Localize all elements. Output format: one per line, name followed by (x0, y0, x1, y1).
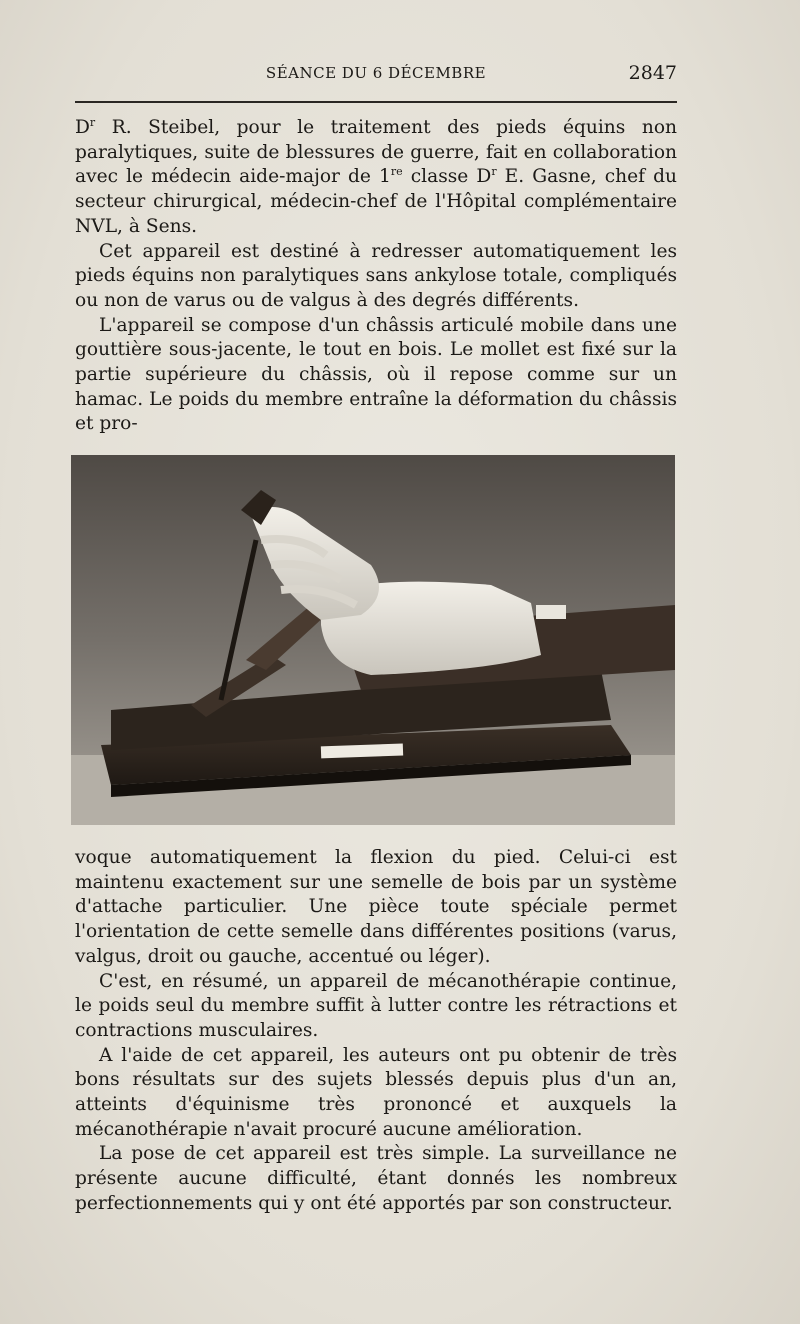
page-number: 2847 (628, 62, 677, 84)
text-run: La pose de cet appareil est très simple. La surveillance ne présente aucune difficulté, étant donnés les nombreux perfectionnements qui y ont été apportés par son constructeur. (75, 1143, 677, 1214)
page-header (75, 62, 677, 86)
body-text-top (75, 116, 677, 437)
paragraph (75, 240, 677, 314)
text-run: classe D (402, 166, 492, 188)
text-run: Cet appareil est destiné à redresser automatiquement les pieds équins non paralytiques sans ankylose totale, compliqués ou non de varus ou de valgus à des degrés différents. (75, 240, 677, 311)
running-head: SÉANCE DU 6 DÉCEMBRE (265, 64, 487, 82)
paragraph (75, 1142, 677, 1216)
paragraph (75, 1044, 677, 1143)
text-run: voque automatiquement la flexion du pied. Celui-ci est maintenu exactement sur une semelle de bois par un système d'attache particulier. Une pièce toute spéciale permet l'orientation de cette semelle dans différentes positions (varus, valgus, droit ou gauche, accentué ou léger). (75, 847, 677, 967)
paragraph (75, 970, 677, 1044)
text-run: D (75, 117, 90, 138)
apparatus-illustration (71, 455, 675, 825)
paragraph (75, 846, 677, 970)
paragraph (75, 116, 677, 240)
paragraph (75, 314, 677, 438)
superscript: re (390, 165, 403, 179)
apparatus-photograph (71, 455, 675, 825)
superscript: r (89, 116, 96, 129)
header-rule (75, 101, 677, 103)
body-text-bottom (75, 846, 677, 1217)
text-run: E. Gasne, chef du secteur chirurgical, médecin-chef de l'Hôpital complémentaire NVL, à Sens. (75, 166, 677, 237)
text-run: R. Steibel, pour le traitement des pieds équins non paralytiques, suite de blessures de guerre, fait en collaboration avec le médecin aide-major de 1 (75, 117, 677, 188)
superscript: r (491, 165, 497, 179)
text-run: C'est, en résumé, un appareil de mécanothérapie continue, le poids seul du membre suffit à lutter contre les rétractions et contractions musculaires. (75, 970, 677, 1041)
text-run: A l'aide de cet appareil, les auteurs ont pu obtenir de très bons résultats sur des sujets blessés depuis plus d'un an, atteints d'équinisme très prononcé et auxquels la mécanothérapie n'avait procuré aucune amélioration. (75, 1044, 677, 1140)
text-run: L'appareil se compose d'un châssis articulé mobile dans une gouttière sous-jacente, le tout en bois. Le mollet est fixé sur la partie supérieure du châssis, où il repose comme sur un hamac. Le poids du membre entraîne la déformation du châssis et pro- (75, 314, 677, 435)
